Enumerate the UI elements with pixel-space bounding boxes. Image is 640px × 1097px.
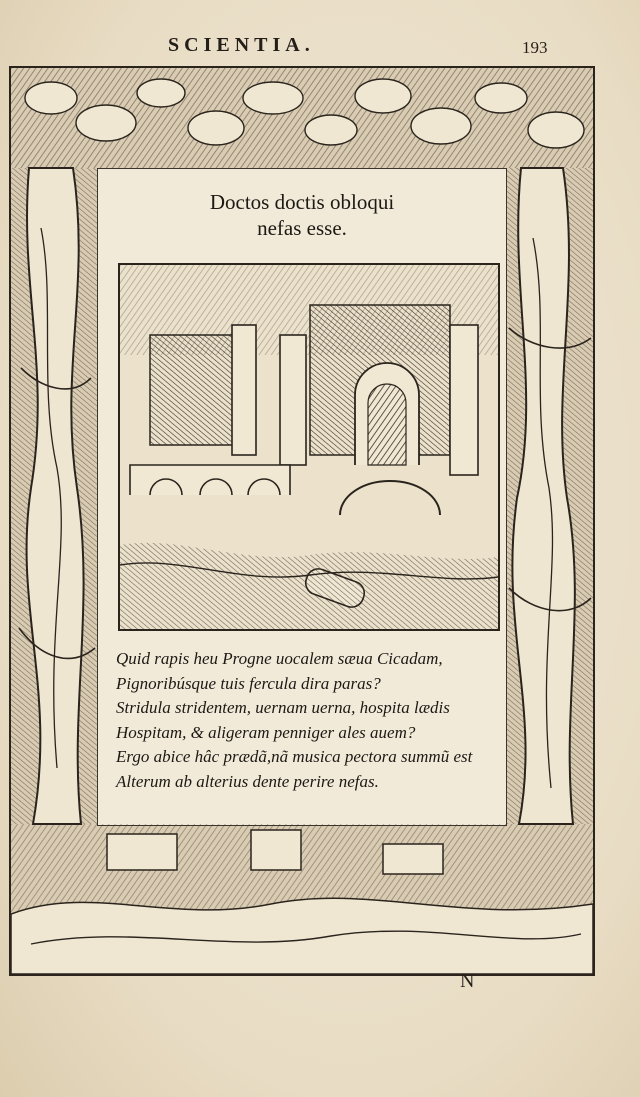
- signature-mark: N: [460, 970, 475, 992]
- emblem-panel: [97, 168, 507, 826]
- epigram-line-1: Quid rapis heu Progne uocalem sæua Cicadam,: [116, 649, 443, 668]
- page-number: 193: [522, 38, 548, 57]
- epigram-line-5: Ergo abice hâc prædã,nã musica pectora summũ est: [116, 747, 473, 766]
- ruins-illustration: [120, 265, 498, 629]
- emblem-epigram: [116, 647, 506, 794]
- epigram-line-4: Hospitam, & aligeram penniger ales auem?: [116, 722, 416, 742]
- motto-line-1: Doctos doctis obloqui: [209, 190, 395, 214]
- epigram-line-2: Pignoribúsque tuis fercula dira paras?: [116, 673, 381, 693]
- epigram-line-6: Alterum ab alterius dente perire nefas.: [116, 771, 379, 791]
- landscape-border-illustration: [11, 824, 593, 974]
- emblem-woodcut-ruins: [118, 263, 500, 631]
- woodcut-border: [9, 66, 595, 976]
- emblem-motto: [98, 189, 506, 241]
- running-head: SCIENTIA.: [168, 34, 315, 56]
- motto-line-2: nefas esse.: [257, 216, 347, 240]
- epigram-line-3: Stridula stridentem, uernam uerna, hospita lædis: [116, 698, 450, 717]
- page-header: [0, 34, 640, 58]
